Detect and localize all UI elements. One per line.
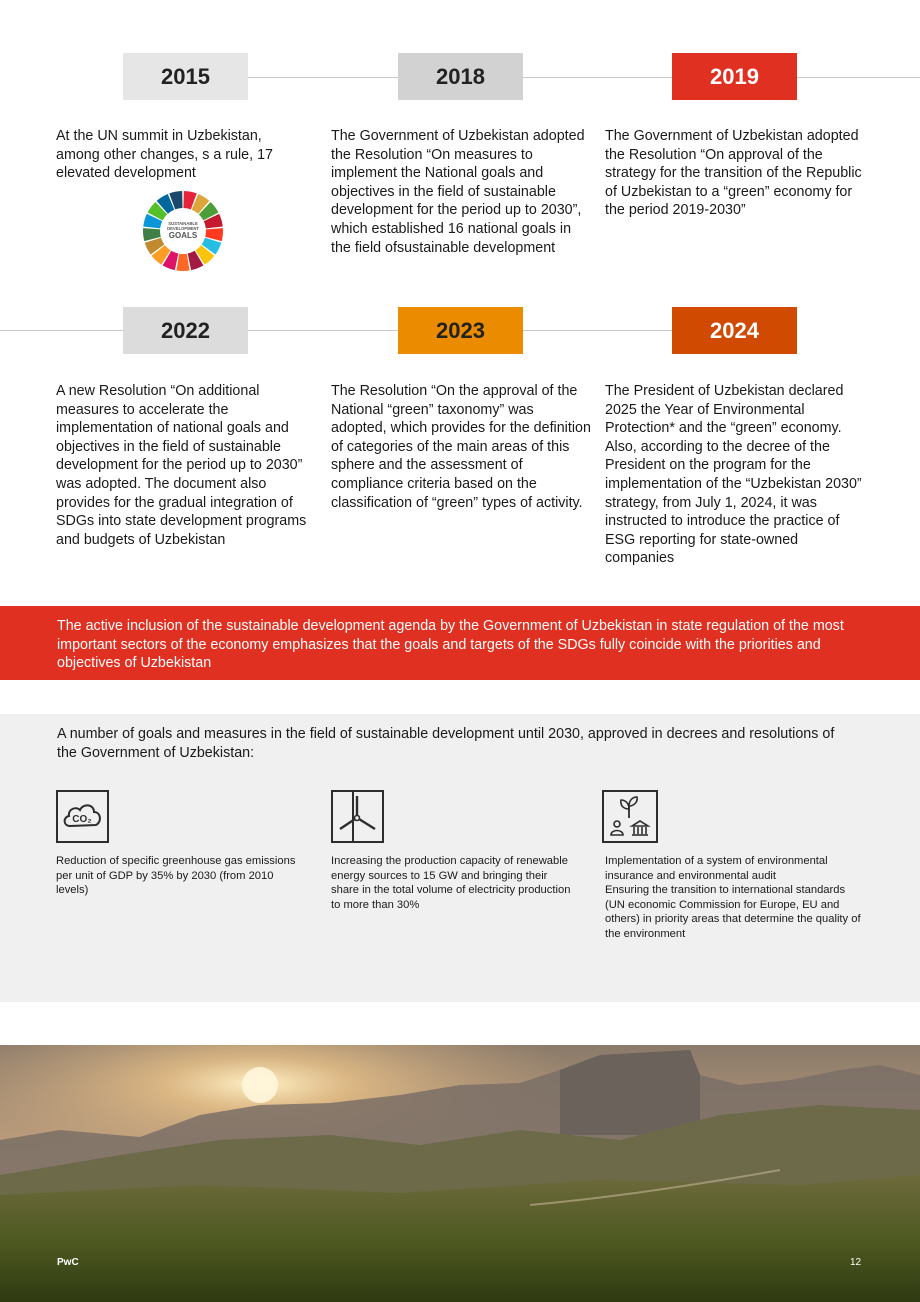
- banner-text: The active inclusion of the sustainable development agenda by the Government of Uzbekistan in state regulation of the most important sectors of the economy emphasizes that the goals and targets of the SDGs fully coincide with the priorities and objectives of Uzbekistan: [57, 618, 844, 672]
- landscape-photo: [0, 1045, 920, 1302]
- timeline-text-2019: The Government of Uzbekistan adopted the Resolution “On approval of the strategy for the transition of the Republic of Uzbekistan to a “green” economy for the period 2019-2030”: [605, 128, 862, 219]
- timeline-text-2024: The President of Uzbekistan declared 2025 the Year of Environmental Protection* and the “green” economy. Also, according to the decree of the President on the program for the implementation of the “Uzbekistan 2030” strategy, from July 1, 2024, it was instructed to introduce the practice of ESG reporting for state-owned companies: [605, 383, 862, 567]
- goals-panel: [0, 714, 920, 1002]
- key-message-banner: [0, 606, 920, 680]
- timeline-text-2015: At the UN summit in Uzbekistan, among other changes, s a rule, 17 elevated development: [56, 128, 273, 182]
- year-badge-2015: 2015: [123, 53, 248, 100]
- sdg-wheel-logo: [142, 190, 224, 272]
- year-badge-2019: 2019: [672, 53, 797, 100]
- year-badge-2024: 2024: [672, 307, 797, 354]
- footer-brand: PwC: [57, 1257, 79, 1268]
- timeline-text-2018: The Government of Uzbekistan adopted the Resolution “On measures to implement the National goals and objectives in the field of sustainable development for the period up to 2030”, which established 16 national goals in the field ofsustainable development: [331, 128, 585, 256]
- sdg-logo-line1: SUSTAINABLE: [168, 221, 198, 226]
- year-badge-2022: 2022: [123, 307, 248, 354]
- co2-label: CO₂: [72, 814, 92, 825]
- goal-text-emissions: Reduction of specific greenhouse gas emissions per unit of GDP by 35% by 2030 (from 2010 levels): [56, 855, 296, 897]
- timeline-line-row-2: [0, 330, 672, 331]
- sdg-wheel-segment: [176, 254, 189, 271]
- co2-cloud-icon: [56, 790, 109, 843]
- wind-turbine-icon: [331, 790, 384, 843]
- plant-person-bank-icon: [602, 790, 658, 843]
- year-badge-2018: 2018: [398, 53, 523, 100]
- timeline-text-2023: The Resolution “On the approval of the National “green” taxonomy” was adopted, which provides for the definition of categories of the main areas of this sphere and the assessment of compliance criteria based on the classification of “green” types of activity.: [331, 383, 591, 511]
- sdg-logo-line3: GOALS: [168, 231, 198, 240]
- timeline-text-2022: A new Resolution “On additional measures to accelerate the implementation of national goals and objectives in the field of sustainable development for the period up to 2030” was adopted. The document also provides for the gradual integration of SDGs into state development programs and budgets of Uzbekistan: [56, 383, 307, 548]
- timeline-line-row-1: [248, 77, 920, 78]
- footer-page-number: 12: [850, 1257, 862, 1268]
- sdg-logo-line2: DEVELOPMENT: [167, 226, 199, 231]
- goal-text-renewables: Increasing the production capacity of renewable energy sources to 15 GW and bringing their share in the total volume of electricity production to more than 30%: [331, 855, 571, 911]
- year-badge-2023: 2023: [398, 307, 523, 354]
- goal-text-environmental-audit: Implementation of a system of environmental insurance and environmental audit Ensuring the transition to international standards (UN economic Commission for Europe, EU and others) in priority areas that determine the quality of the environment: [605, 855, 861, 940]
- goals-intro: A number of goals and measures in the field of sustainable development until 2030, approved in decrees and resolutions of the Government of Uzbekistan:: [57, 726, 835, 761]
